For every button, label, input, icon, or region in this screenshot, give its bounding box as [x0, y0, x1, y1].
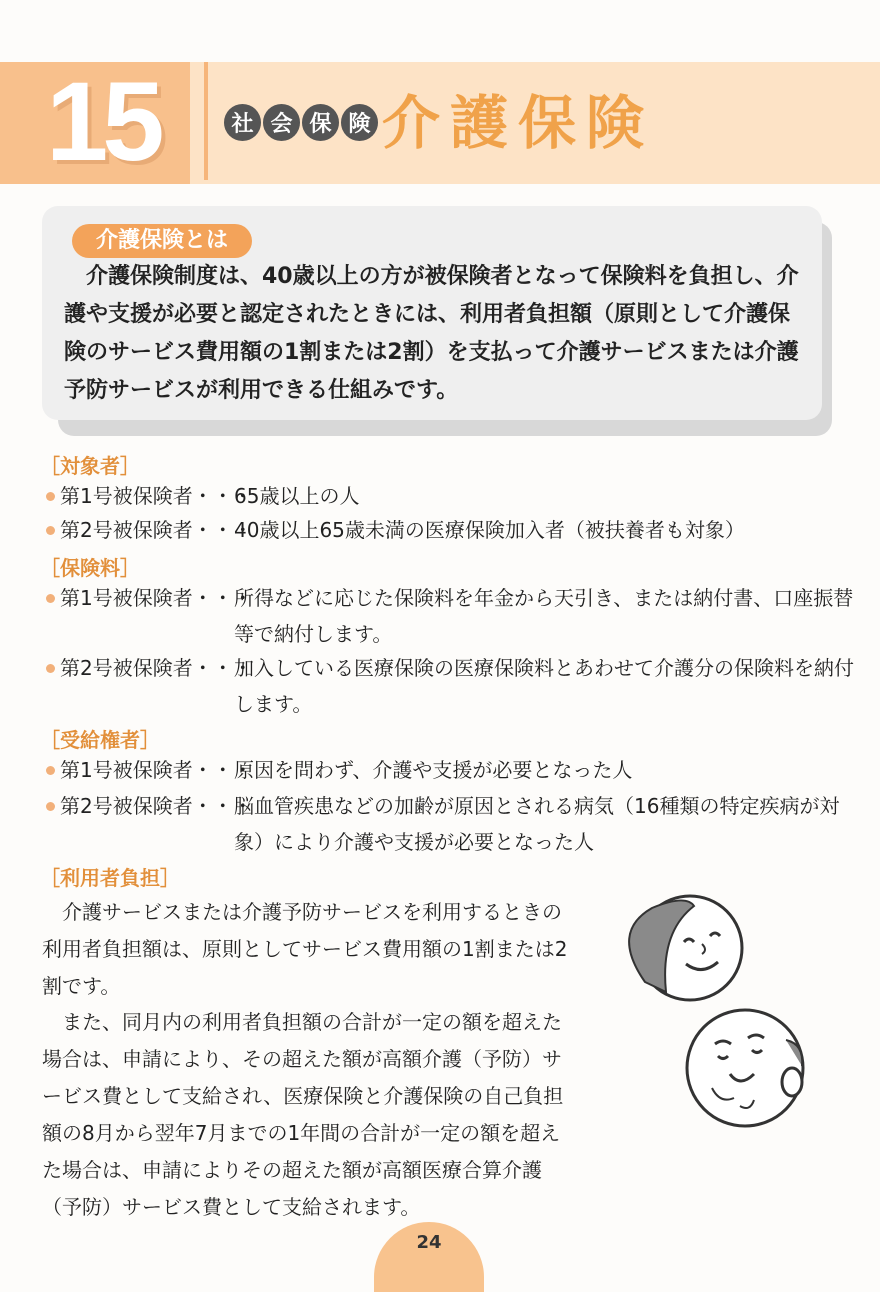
burden-paragraph-1: 介護サービスまたは介護予防サービスを利用するときの利用者負担額は、原則としてサービス費用額の1割または2割です。 [42, 900, 568, 998]
bullet-text: 65歳以上の人 [234, 484, 360, 508]
bullet-text: 原因を問わず、介護や支援が必要となった人 [234, 758, 633, 782]
bullet-label: 第2号被保険者・・・ [60, 518, 253, 542]
bullet-dot [46, 594, 55, 603]
elderly-couple-illustration [590, 892, 820, 1132]
bullet-dot [46, 526, 55, 535]
page-title: 介護保険 [382, 89, 655, 157]
category-char: 保 [302, 104, 339, 141]
bullet-label: 第2号被保険者・・・ [60, 656, 253, 680]
man-face [687, 1010, 803, 1126]
intro-text: 介護保険制度は、40歳以上の方が被保険者となって保険料を負担し、介護や支援が必要と認定されたときには、利用者負担額（原則として介護保険のサービス費用額の1割または2割）を支払って介護サービスまたは介護予防サービスが利用できる仕組みです。 [64, 264, 799, 403]
section-heading-eligible: ［受給権者］ [40, 728, 160, 752]
bullet-label: 第1号被保険者・・・ [60, 586, 253, 610]
section-heading-burden: ［利用者負担］ [40, 866, 180, 890]
bullet-dot [46, 766, 55, 775]
bullet-text: 40歳以上65歳未満の医療保険加入者（被扶養者も対象） [234, 518, 745, 542]
section-heading-premium: ［保険料］ [40, 556, 140, 580]
category-char: 社 [224, 104, 261, 141]
bullet-dot [46, 492, 55, 501]
category-char: 険 [341, 104, 378, 141]
burden-paragraph-2: また、同月内の利用者負担額の合計が一定の額を超えた場合は、申請により、その超えた額が高額介護（予防）サービス費として支給され、医療保険と介護保険の自己負担額の8月から翌年7月までの1年間の合計が一定の額を超えた場合は、申請によりその超えた額が高額医療合算介護（予防）サービス費として支給されます。 [42, 1010, 564, 1219]
category-badge [224, 104, 378, 141]
intro-heading: 介護保険とは [72, 224, 252, 258]
bullet-dot [46, 664, 55, 673]
page-number: 24 [416, 1232, 442, 1253]
section-heading-target: ［対象者］ [40, 454, 140, 478]
woman-face [629, 896, 742, 1000]
bullet-text: 所得などに応じた保険料を年金から天引き、または納付書、口座振替等で納付します。 [234, 586, 854, 646]
chapter-number: 15 [46, 59, 159, 184]
bullet-label: 第1号被保険者・・・ [60, 484, 253, 508]
bullet-text: 加入している医療保険の医療保険料とあわせて介護分の保険料を納付します。 [234, 656, 854, 716]
bullet-label: 第1号被保険者・・・ [60, 758, 253, 782]
bullet-text: 脳血管疾患などの加齢が原因とされる病気（16種類の特定疾病が対象）により介護や支援が必要となった人 [234, 794, 840, 854]
category-char: 会 [263, 104, 300, 141]
bullet-label: 第2号被保険者・・・ [60, 794, 253, 818]
bullet-dot [46, 802, 55, 811]
